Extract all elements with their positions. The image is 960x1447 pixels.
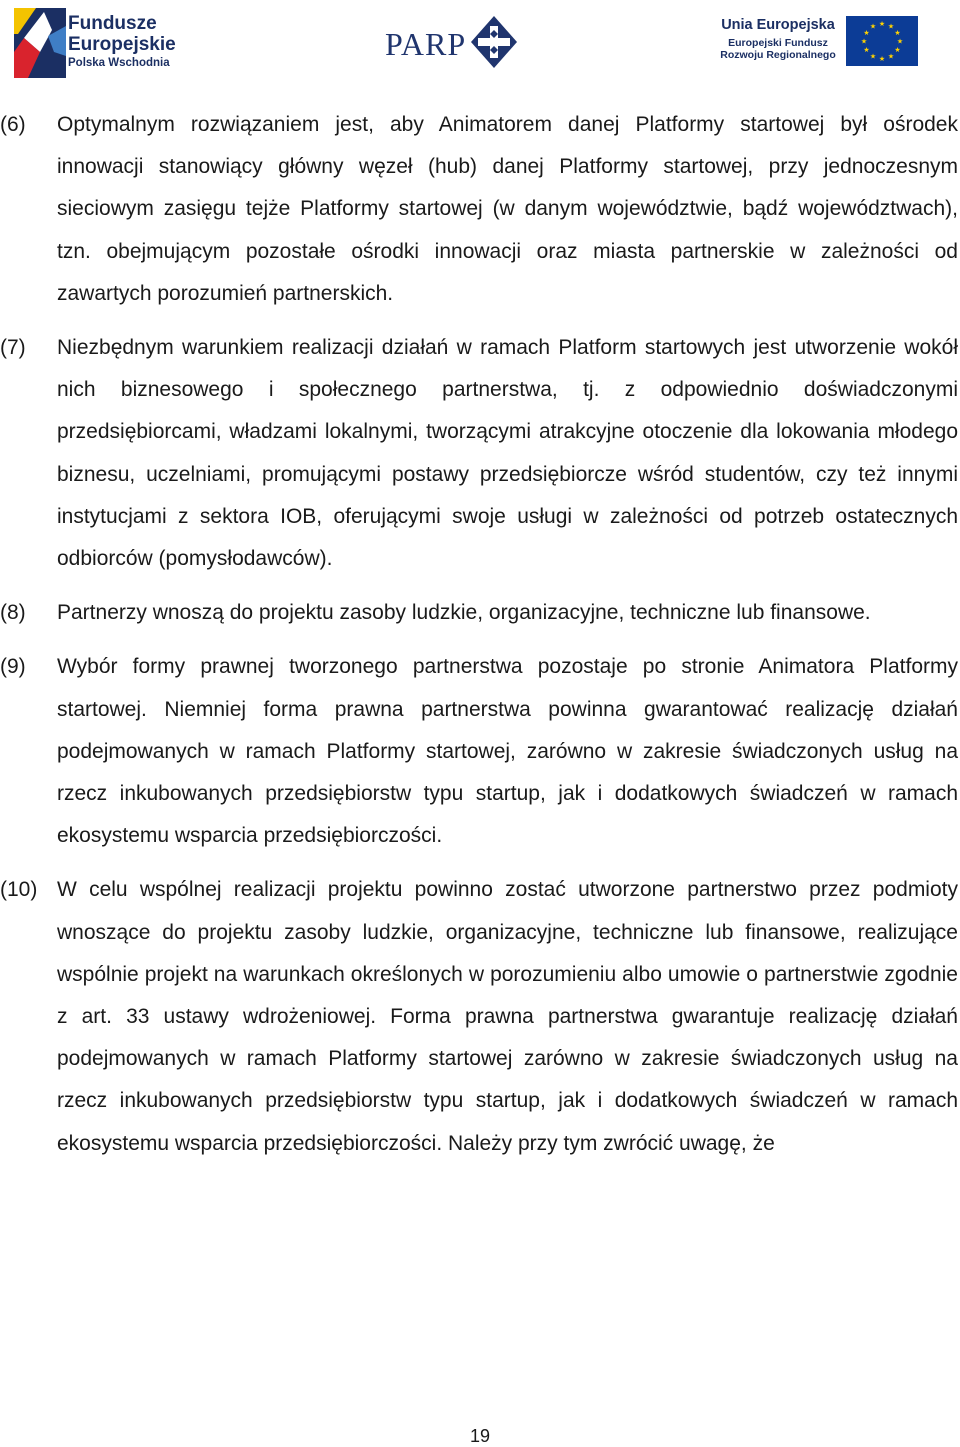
page-number: 19: [469, 1426, 491, 1446]
paragraph-text: Niezbędnym warunkiem realizacji działań w ramach Platform startowych jest utworzenie wokół nich biznesowego i społecznego partnerstwa, tj. z odpowiednio doświadczonymi przedsiębiorcami, władzami lokalnymi, tworzącymi atrakcyjne otoczenie dla lokowania młodego biznesu, uczelniami, promującymi postawy przedsiębiorcze wśród studentów, czy też innymi instytucjami z sektora IOB, oferującymi swoje usługi w zależności od potrzeb ostatecznych odbiorców (pomysłodawców).: [57, 336, 958, 571]
fe-logo-line2: Europejskie: [68, 34, 176, 55]
paragraph-text: Optymalnym rozwiązaniem jest, aby Animatorem danej Platformy startowej był ośrodek innowacji stanowiący główny węzeł (hub) danej Platformy startowej, przy jednoczesnym sieciowym zasięgu tejże Platformy startowej (w danym województwie, bądź województwach), tzn. obejmującym pozostałe ośrodki innowacji oraz miasta partnerskie w zależności od zawartych porozumień partnerskich.: [57, 113, 958, 305]
svg-text:★: ★: [878, 55, 886, 63]
paragraph-7: [0, 327, 960, 580]
svg-text:★: ★: [894, 46, 901, 54]
paragraph-number: (10): [0, 878, 38, 902]
paragraph-6: [0, 104, 960, 315]
eu-logo-line2: Europejski Fundusz: [728, 36, 828, 49]
svg-text:★: ★: [869, 22, 877, 31]
paragraph-8: [0, 592, 960, 634]
paragraph-number: (7): [0, 336, 26, 360]
fe-logo-line3: Polska Wschodnia: [68, 57, 170, 69]
parp-logo: [385, 14, 525, 70]
eu-logo-line3: Rozwoju Regionalnego: [720, 49, 836, 61]
paragraph-number: (8): [0, 601, 26, 625]
document-body: [0, 104, 960, 1165]
eu-flag-icon: [846, 16, 918, 66]
unia-europejska-logo: [712, 14, 932, 74]
paragraph-10: [0, 869, 960, 1164]
svg-text:★: ★: [887, 52, 895, 61]
svg-text:★: ★: [878, 20, 886, 28]
fe-star-mark-icon: [14, 8, 66, 78]
paragraph-number: (9): [0, 655, 26, 679]
svg-text:★: ★: [887, 22, 895, 31]
svg-text:★: ★: [863, 46, 870, 54]
svg-text:★: ★: [869, 52, 877, 61]
paragraph-text: Partnerzy wnoszą do projektu zasoby ludzkie, organizacyjne, techniczne lub finansowe.: [57, 601, 871, 625]
parp-diamond-icon: [469, 14, 519, 70]
eu-logo-line1: Unia Europejska: [721, 17, 835, 33]
paragraph-9: [0, 646, 960, 857]
svg-text:★: ★: [894, 29, 901, 37]
parp-logo-word: PARP: [385, 26, 467, 62]
fundusze-europejskie-logo: [14, 8, 194, 80]
svg-text:★: ★: [896, 37, 904, 46]
svg-text:★: ★: [860, 37, 868, 46]
paragraph-text: Wybór formy prawnej tworzonego partnerstwa pozostaje po stronie Animatora Platformy startowej. Niemniej forma prawna partnerstwa powinna gwarantować realizację działań podejmowanych w ramach Platformy startowej, zarówno w zakresie świadczonych usług na rzecz inkubowanych przedsiębiorstw typu startup, jak i dodatkowych świadczeń w ramach ekosystemu wsparcia przedsiębiorczości.: [57, 655, 958, 848]
page-header: [0, 0, 960, 90]
fe-logo-line1: Fundusze: [68, 13, 157, 34]
paragraph-text: W celu wspólnej realizacji projektu powinno zostać utworzone partnerstwo przez podmioty wnoszące do projektu zasoby ludzkie, organizacyjne, techniczne lub finansowe, realizujące wspólnie projekt na warunkach określonych w porozumieniu albo umowie o partnerstwie zgodnie z art. 33 ustawy wdrożeniowej. Forma prawna partnerstwa gwarantuje realizację działań podejmowanych w ramach Platformy startowej zarówno w zakresie świadczonych usług na rzecz inkubowanych przedsiębiorstw typu startup, jak i dodatkowych świadczeń w ramach ekosystemu wsparcia przedsiębiorczości. Należy przy tym zwrócić uwagę, że: [57, 878, 958, 1155]
svg-text:★: ★: [863, 29, 870, 37]
paragraph-number: (6): [0, 113, 26, 136]
